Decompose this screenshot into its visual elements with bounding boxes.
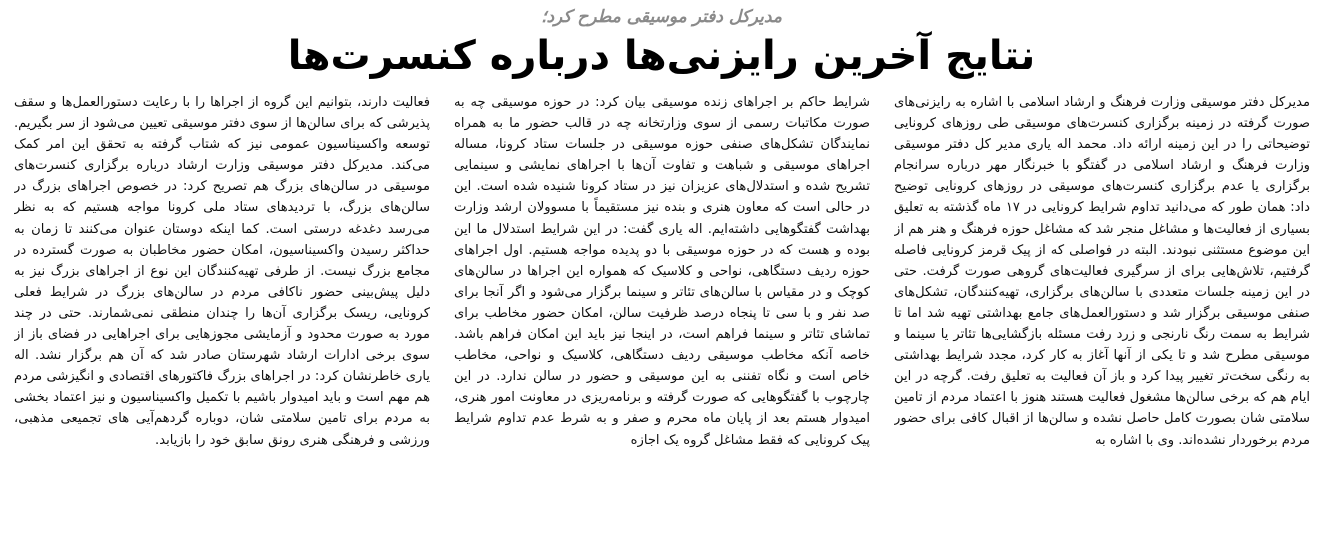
- column-3-text: فعالیت دارند، بتوانیم این گروه از اجراها را با رعایت دستورالعمل‌ها و سقف پذیرشی که برای سالن‌ها از سوی دفتر موسیقی تعیین می‌شود از سر بگیریم. توسعه واکسیناسیون عمومی نیز که شتاب گرفته به تحقق این امر کمک می‌کند. مدیرکل دفتر موسیقی وزارت ارشاد درباره برگزاری کنسرت‌های موسیقی در سالن‌های بزرگ هم تصریح کرد: در خصوص اجراهای بزرگ در سالن‌های بزرگ، با تردیدهای ستاد ملی کرونا مواجه هستیم که به نظر می‌رسد دغدغه درستی است. کما اینکه دوستان عنوان می‌کنند تا زمان به حداکثر رسیدن واکسیناسیون، امکان حضور مخاطبان به صورت گسترده در مجامع بزرگ نیست. از طرفی تهیه‌کنندگان این نوع از اجراهای بزرگ نیز به دلیل پیش‌بینی حضور ناکافی مردم در سالن‌های بزرگ در شرایط فعلی کرونایی، ریسک برگزاری آن‌ها را چندان منطقی نمی‌شمارند. حتی در چند مورد به صورت محدود و آزمایشی مجوزهایی برای اجراهایی در فضای باز از سوی برخی ادارات ارشاد شهرستان صادر شد که آن هم برگزار نشد. اله یاری خاطرنشان کرد: در اجراهای بزرگ فاکتورهای اقتصادی و انگیزشی مردم هم مهم است و باید امیدوار باشیم با تکمیل واکسیناسیون و نیز اعتماد بخشی به مردم برای تامین سلامتی شان، دوباره گردهم‌آیی های تجمیعی مذهبی، ورزشی و فرهنگی هنری رونق سابق خود را بازیابد.: [14, 95, 430, 448]
- article-headline: نتایج آخرین رایزنی‌ها درباره کنسرت‌ها: [287, 33, 1036, 79]
- article-body: [14, 92, 1310, 532]
- article-column-3: [14, 92, 430, 532]
- column-1-text: مدیرکل دفتر موسیقی وزارت فرهنگ و ارشاد اسلامی با اشاره به رایزنی‌های صورت گرفته در زمینه برگزاری کنسرت‌های موسیقی طی روزهای کرونایی توضیحاتی را در این زمینه ارائه داد. محمد اله یاری مدیر کل دفتر موسیقی وزارت فرهنگ و ارشاد اسلامی در گفتگو با خبرنگار مهر درباره سرانجام برگزاری یا عدم برگزاری کنسرت‌های موسیقی در روزهای کرونایی توضیح داد: همان طور که می‌دانید تداوم شرایط کرونایی در ۱۷ ماه گذشته به تعلیق بسیاری از فعالیت‌ها و مشاغل منجر شد که مشاغل حوزه فرهنگ و هنر هم از این موضوع مستثنی نبودند. البته در فواصلی که از پیک قرمز کرونایی فاصله گرفتیم، تلاش‌هایی برای از سرگیری فعالیت‌های گروهی صورت گرفت. حتی در این زمینه جلسات متعددی با سالن‌های برگزاری، تهیه‌کنندگان، تشکل‌های صنفی موسیقی برگزار شد و دستورالعمل‌های جامع بهداشتی تهیه شد اما تا شرایط به سمت رنگ نارنجی و زرد رفت مسئله بازگشایی‌ها تئاتر یا سینما و موسیقی مطرح شد و تا یکی از آنها آغاز به کار کرد، مجدد شرایط بهداشتی به رنگی سخت‌تر تغییر پیدا کرد و باز آن فعالیت به تعلیق رفت. گرچه در این ایام هم که برخی سالن‌ها مشغول فعالیت هستند هنوز با اعتماد مردم از تامین سلامتی شان بصورت کامل حاصل نشده و سالن‌ها از اقبال کافی برای حضور مردم برخوردار نشده‌اند. وی با اشاره به: [894, 95, 1310, 448]
- article-column-2: [454, 92, 870, 532]
- column-2-text: شرایط حاکم بر اجراهای زنده موسیقی بیان کرد: در حوزه موسیقی چه به صورت مکاتبات رسمی از سوی وزارتخانه چه در قالب حضور ما به همراه نمایندگان تشکل‌های صنفی حوزه موسیقی در جلسات ستاد کرونا، مساله اجراهای موسیقی و شباهت و تفاوت آن‌ها با اجراهای نمایشی و سینمایی تشریح شده و استدلال‌های عزیزان نیز در ستاد کرونا شنیده شده است. این در حالی است که معاون هنری و بنده نیز مستقیماً با مسوولان ارشد وزارت بهداشت گفتگوهایی داشته‌ایم. اله یاری گفت: در این شرایط استدلال ما این بوده و هست که در حوزه موسیقی با دو پدیده مواجه هستیم. اول اجراهای حوزه ردیف دستگاهی، نواحی و کلاسیک که همواره این اجراها در سالن‌های کوچک و در مقیاس با سالن‌های تئاتر و سینما برگزار می‌شود و اگر آنجا برای صد نفر و با سی تا پنجاه درصد ظرفیت سالن، امکان حضور مخاطب برای تماشای تئاتر و سینما فراهم است، در اینجا نیز باید این امکان فراهم باشد. خاصه آنکه مخاطب موسیقی ردیف دستگاهی، کلاسیک و نواحی، مخاطب خاص است و نگاه تفننی به این موسیقی و حضور در سالن ندارد. در این چارچوب با گفتگوهایی که صورت گرفته و برنامه‌ریزی در معاونت امور هنری، امیدوار هستم بعد از پایان ماه محرم و صفر و به شرط عدم تداوم شرایط پیک کرونایی که فقط مشاغل گروه یک اجازه: [454, 95, 870, 448]
- article-kicker: مدیرکل دفتر موسیقی مطرح کرد؛: [541, 7, 782, 27]
- article-column-1: [894, 92, 1310, 532]
